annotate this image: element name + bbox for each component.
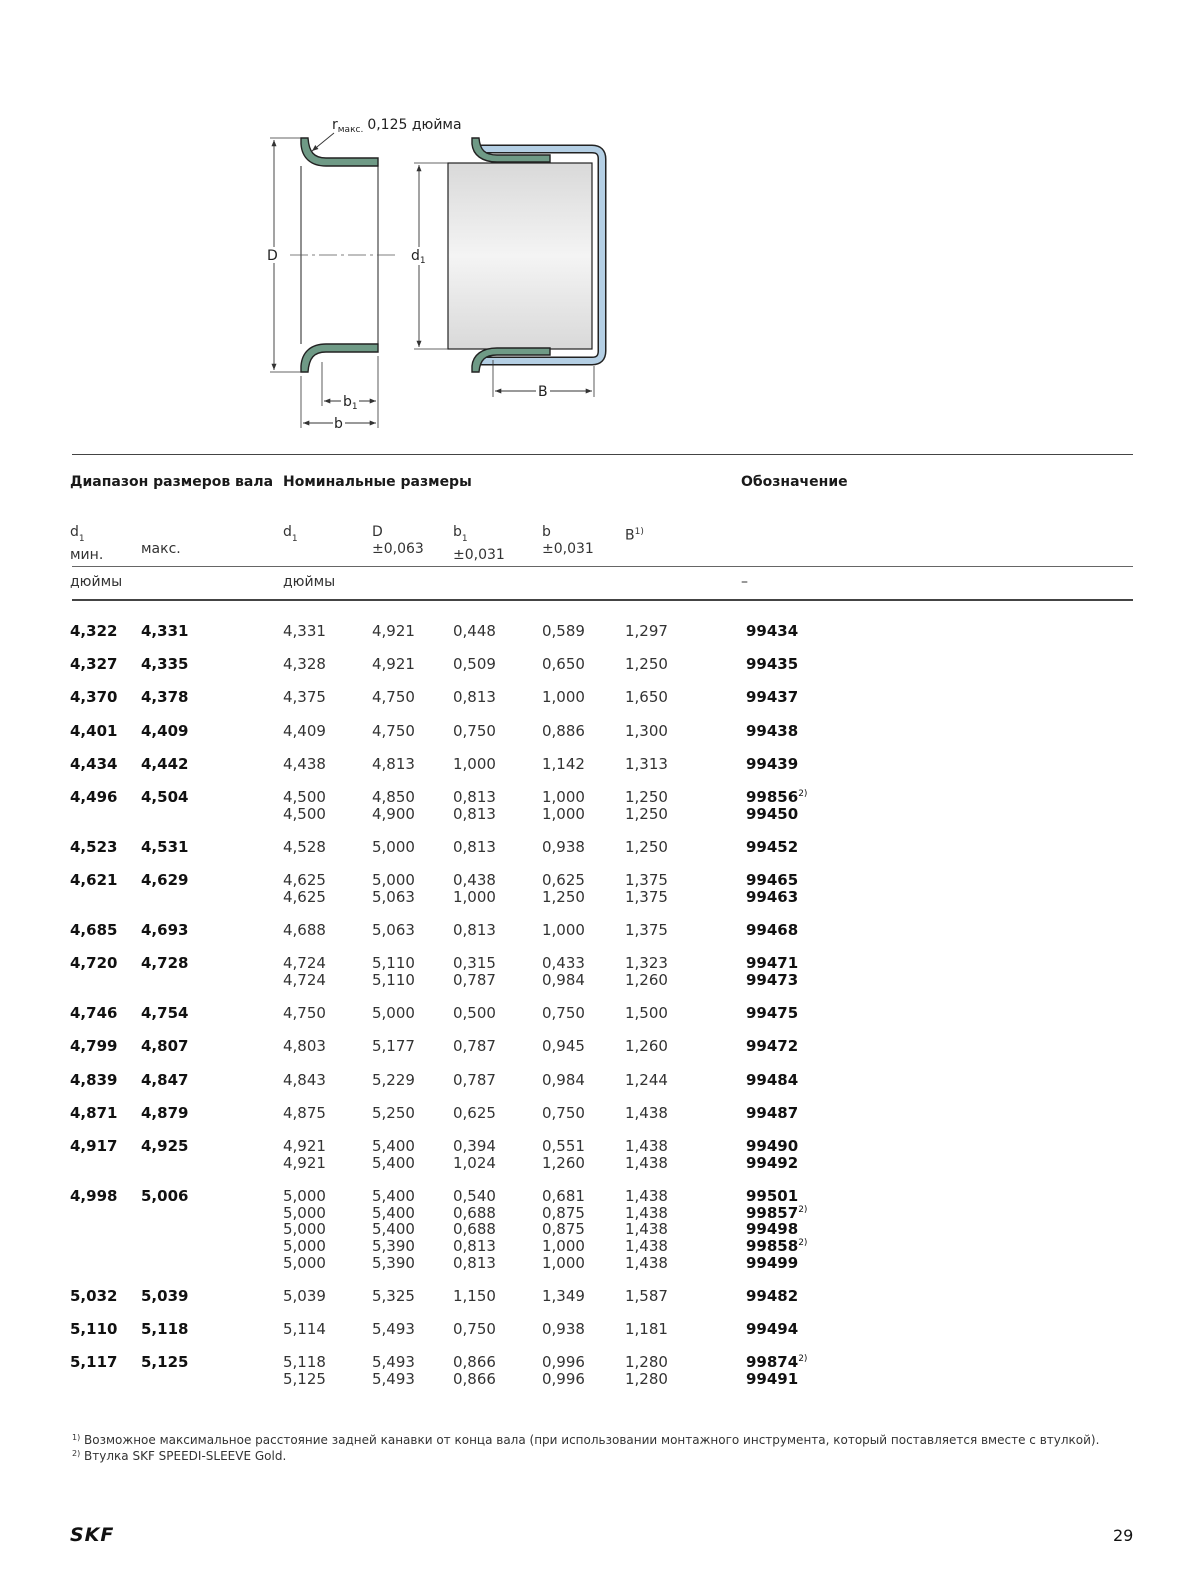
designation-cell [746, 872, 798, 889]
dimension-cell-B: 1,438 [625, 1253, 668, 1272]
dimension-cell-d1: 4,843 [283, 1070, 326, 1089]
dimension-cell-d1: 5,000 [283, 1253, 326, 1272]
sleeve-profile-left [290, 138, 395, 372]
footnote-ref: 2) [798, 1204, 808, 1215]
dimension-cell-d1: 4,409 [283, 721, 326, 740]
radius-leader [312, 133, 334, 151]
radius-label: $r_{макс.}$ 0,125 дюйма [332, 117, 462, 135]
dimension-cell-B: 1,375 [625, 871, 668, 890]
dimension-cell-b1: 0,813 [453, 804, 496, 823]
dimension-cell-b: 0,938 [542, 837, 585, 856]
dimension-cell-B: 1,438 [625, 1220, 668, 1239]
dimension-cell-b: 0,875 [542, 1220, 585, 1239]
dimension-cell-b: 1,349 [542, 1286, 585, 1305]
designation-code: 99491 [746, 1369, 799, 1388]
designation-cell [746, 1138, 798, 1155]
shaft-max-cell: 4,442 [141, 754, 189, 773]
dimension-cell-d1: 4,625 [283, 871, 326, 890]
dimension-cell-b1: 0,813 [453, 788, 496, 806]
dimension-cell-d1: 4,331 [283, 622, 326, 640]
dimension-cell-B: 1,250 [625, 837, 668, 856]
dimension-cell-D: 5,390 [372, 1253, 415, 1272]
dimension-cell-b1: 0,448 [453, 622, 496, 640]
shaft-min-cell: 4,871 [70, 1103, 118, 1122]
col-d1-min-header: $d_1$ мин. [70, 524, 104, 563]
designation-code: 99468 [746, 921, 799, 939]
dimension-cell-b1: 0,866 [453, 1353, 496, 1372]
shaft-max-cell: 4,693 [141, 921, 189, 939]
dimension-cell-b: 0,589 [542, 622, 585, 640]
dimension-cell-D: 5,493 [372, 1353, 415, 1372]
designation-code: 99452 [746, 837, 799, 856]
dimension-cell-B: 1,375 [625, 887, 668, 906]
shaft-max-cell: 4,728 [141, 954, 189, 973]
designation-cell [746, 1205, 807, 1222]
shaft-min-cell: 4,523 [70, 837, 118, 856]
designation-code: 99498 [746, 1220, 799, 1239]
designation-cell [746, 1371, 798, 1388]
designation-cell [746, 1155, 798, 1172]
shaft-min-cell: 4,327 [70, 655, 118, 674]
header-shaft-range: Диапазон размеров вала [70, 474, 274, 490]
designation-code: 99437 [746, 688, 799, 707]
designation-code: 99858 [746, 1236, 799, 1255]
dimension-cell-D: 5,000 [372, 1004, 415, 1023]
dimension-cell-b1: 0,688 [453, 1203, 496, 1222]
dimension-cell-B: 1,313 [625, 754, 668, 773]
dimension-cell-b: 0,984 [542, 1070, 585, 1089]
designation-cell [746, 623, 798, 640]
shaft-min-cell: 5,110 [70, 1320, 118, 1338]
dimension-cell-b1: 0,813 [453, 1253, 496, 1272]
designation-cell [746, 889, 798, 906]
dimension-cell-D: 4,900 [372, 804, 415, 823]
dimension-cell-D: 5,390 [372, 1236, 415, 1255]
dimension-cell-B: 1,438 [625, 1103, 668, 1122]
label-B: B [538, 384, 548, 400]
dimension-cell-B: 1,375 [625, 921, 668, 939]
dimension-cell-B: 1,297 [625, 622, 668, 640]
dimension-cell-B: 1,500 [625, 1004, 668, 1023]
dimension-cell-b1: 0,540 [453, 1186, 496, 1205]
dimension-cell-d1: 5,000 [283, 1186, 326, 1205]
shaft-min-cell: 4,621 [70, 871, 118, 890]
dimension-cell-B: 1,250 [625, 655, 668, 674]
dimension-cell-b1: 0,438 [453, 871, 496, 890]
dimension-cell-d1: 5,000 [283, 1236, 326, 1255]
dimension-cell-b: 1,000 [542, 1253, 585, 1272]
label-b1: $b_1$ [343, 394, 358, 412]
footnote-2: $^{2)}$ Втулка SKF SPEEDI-SLEEVE Gold. [72, 1449, 287, 1463]
dimension-cell-d1: 4,803 [283, 1037, 326, 1056]
dimension-cell-D: 5,229 [372, 1070, 415, 1089]
dimension-cell-D: 4,750 [372, 688, 415, 707]
dimension-cell-B: 1,438 [625, 1153, 668, 1172]
dimension-cell-b: 1,250 [542, 887, 585, 906]
designation-code: 99435 [746, 655, 799, 674]
dimension-cell-d1: 5,000 [283, 1203, 326, 1222]
dimension-cell-b1: 1,150 [453, 1286, 496, 1305]
sleeve-with-installation-tool [448, 138, 602, 372]
dimension-cell-d1: 4,625 [283, 887, 326, 906]
col-B-header: $B^{1)}$ [625, 527, 644, 544]
label-D: D [267, 248, 278, 264]
designation-code: 99473 [746, 970, 799, 989]
dimension-cell-d1: 4,875 [283, 1103, 326, 1122]
page-number: 29 [1113, 1526, 1134, 1545]
dimension-cell-b1: 0,866 [453, 1369, 496, 1388]
dimension-cell-b1: 0,750 [453, 1320, 496, 1338]
dimension-cell-B: 1,250 [625, 804, 668, 823]
designation-cell [746, 806, 798, 823]
dimension-cell-b1: 0,500 [453, 1004, 496, 1023]
shaft-max-cell: 4,925 [141, 1136, 189, 1155]
dimension-cell-b1: 1,000 [453, 754, 496, 773]
dimension-cell-b: 0,650 [542, 655, 585, 674]
designation-code: 99450 [746, 804, 799, 823]
designation-code: 99475 [746, 1004, 799, 1023]
designation-cell [746, 1038, 798, 1055]
dimension-cell-D: 5,000 [372, 871, 415, 890]
footnote-ref: 2) [798, 1237, 808, 1248]
shaft-min-cell: 4,370 [70, 688, 118, 707]
designation-cell [746, 689, 798, 706]
shaft-min-cell: 4,322 [70, 622, 118, 640]
shaft-max-cell: 5,039 [141, 1286, 189, 1305]
dimension-cell-b: 1,000 [542, 688, 585, 707]
dimension-cell-b: 1,000 [542, 804, 585, 823]
dimension-cell-D: 4,850 [372, 788, 415, 806]
dimension-cell-b1: 0,688 [453, 1220, 496, 1239]
header-nominal-dimensions: Номинальные размеры [283, 474, 472, 490]
shaft-max-cell: 4,847 [141, 1070, 189, 1089]
dimension-cell-b: 0,750 [542, 1004, 585, 1023]
dimension-cell-D: 5,110 [372, 970, 415, 989]
designation-cell [746, 789, 807, 806]
dimension-cell-d1: 5,118 [283, 1353, 326, 1372]
header-designation: Обозначение [741, 474, 848, 490]
dimension-cell-B: 1,280 [625, 1369, 668, 1388]
designation-code: 99494 [746, 1320, 799, 1338]
dimension-cell-b: 1,260 [542, 1153, 585, 1172]
dimension-cell-d1: 4,500 [283, 804, 326, 823]
dimension-cell-D: 5,400 [372, 1186, 415, 1205]
shaft-max-cell: 4,409 [141, 721, 189, 740]
shaft-max-cell: 4,331 [141, 622, 189, 640]
designation-cell [746, 1354, 807, 1371]
dimension-cell-D: 5,063 [372, 887, 415, 906]
dimension-cell-b: 0,984 [542, 970, 585, 989]
dimension-cell-b: 1,000 [542, 921, 585, 939]
shaft-max-cell: 5,125 [141, 1353, 189, 1372]
dimension-cell-B: 1,438 [625, 1186, 668, 1205]
designation-cell [746, 1288, 798, 1305]
dimension-cell-d1: 4,328 [283, 655, 326, 674]
dimension-cell-D: 5,400 [372, 1203, 415, 1222]
designation-cell [746, 656, 798, 673]
designation-code: 99482 [746, 1286, 799, 1305]
designation-code: 99499 [746, 1253, 799, 1272]
dimension-cell-B: 1,300 [625, 721, 668, 740]
units-shaft: дюймы [70, 574, 123, 590]
dimension-cell-b: 0,996 [542, 1353, 585, 1372]
designation-cell [746, 1255, 798, 1272]
shaft-min-cell: 4,401 [70, 721, 118, 740]
dimension-cell-d1: 4,724 [283, 954, 326, 973]
dimension-cell-b1: 1,024 [453, 1153, 496, 1172]
shaft-min-cell: 5,117 [70, 1353, 118, 1372]
dimension-cell-D: 5,250 [372, 1103, 415, 1122]
shaft-min-cell: 4,998 [70, 1186, 118, 1205]
dimension-cell-b1: 1,000 [453, 887, 496, 906]
dimension-cell-d1: 5,000 [283, 1220, 326, 1239]
dimension-cell-b: 0,938 [542, 1320, 585, 1338]
dimension-cell-b1: 0,394 [453, 1136, 496, 1155]
shaft-min-cell: 4,839 [70, 1070, 118, 1089]
designation-cell [746, 1321, 798, 1338]
designation-cell [746, 955, 798, 972]
designation-code: 99438 [746, 721, 799, 740]
dimension-cell-b: 0,945 [542, 1037, 585, 1056]
dimension-cell-b1: 0,813 [453, 837, 496, 856]
footnote-ref: 2) [798, 1354, 808, 1365]
designation-cell [746, 1005, 798, 1022]
dimension-cell-D: 5,493 [372, 1320, 415, 1338]
designation-code: 99463 [746, 887, 799, 906]
dimension-cell-D: 5,400 [372, 1153, 415, 1172]
designation-code: 99492 [746, 1153, 799, 1172]
dimension-cell-d1: 5,125 [283, 1369, 326, 1388]
dimension-cell-b: 0,551 [542, 1136, 585, 1155]
dimension-cell-b: 0,625 [542, 871, 585, 890]
dimension-cell-b1: 0,625 [453, 1103, 496, 1122]
designation-code: 99501 [746, 1186, 799, 1205]
units-designation: – [741, 574, 748, 590]
dimension-cell-b: 1,000 [542, 788, 585, 806]
dimension-cell-b1: 0,787 [453, 1037, 496, 1056]
dimension-cell-D: 4,750 [372, 721, 415, 740]
col-d1-max-header: макс. [141, 541, 181, 557]
shaft-max-cell: 4,629 [141, 871, 189, 890]
units-nominal: дюймы [283, 574, 336, 590]
designation-cell [746, 922, 798, 939]
designation-code: 99465 [746, 871, 799, 890]
designation-code: 99857 [746, 1203, 799, 1222]
col-D-header: D ±0,063 [372, 524, 424, 557]
dimension-cell-d1: 4,921 [283, 1153, 326, 1172]
designation-cell [746, 1221, 798, 1238]
designation-code: 99487 [746, 1103, 799, 1122]
designation-cell [746, 1072, 798, 1089]
dimension-cell-b1: 0,813 [453, 688, 496, 707]
dimension-cell-B: 1,438 [625, 1136, 668, 1155]
dimension-cell-B: 1,250 [625, 788, 668, 806]
shaft-max-cell: 4,504 [141, 788, 189, 806]
shaft-min-cell: 4,720 [70, 954, 118, 973]
dimension-cell-D: 5,110 [372, 954, 415, 973]
dimension-cell-b: 1,142 [542, 754, 585, 773]
dimension-cell-d1: 4,688 [283, 921, 326, 939]
dimension-cell-D: 5,063 [372, 921, 415, 939]
dimension-cell-b: 0,681 [542, 1186, 585, 1205]
dimension-cell-D: 5,000 [372, 837, 415, 856]
dimension-cell-D: 4,921 [372, 655, 415, 674]
shaft-max-cell: 4,378 [141, 688, 189, 707]
dimension-cell-d1: 4,724 [283, 970, 326, 989]
shaft-max-cell: 5,006 [141, 1186, 189, 1205]
table-header-bottom-rule [72, 599, 1133, 601]
dimension-cell-d1: 5,114 [283, 1320, 326, 1338]
dimension-cell-B: 1,280 [625, 1353, 668, 1372]
designation-code: 99439 [746, 754, 799, 773]
designation-code: 99471 [746, 954, 799, 973]
dimension-cell-D: 4,813 [372, 754, 415, 773]
shaft-max-cell: 4,754 [141, 1004, 189, 1023]
shaft-min-cell: 4,799 [70, 1037, 118, 1056]
designation-cell [746, 1105, 798, 1122]
dimension-cell-d1: 4,438 [283, 754, 326, 773]
footnote-ref: 2) [798, 789, 808, 799]
dimension-cell-B: 1,438 [625, 1236, 668, 1255]
dimension-cell-b: 0,875 [542, 1203, 585, 1222]
dimension-cell-B: 1,438 [625, 1203, 668, 1222]
dimension-cell-B: 1,244 [625, 1070, 668, 1089]
designation-code: 99472 [746, 1037, 799, 1056]
dimension-cell-b1: 0,787 [453, 970, 496, 989]
dimension-cell-b: 0,750 [542, 1103, 585, 1122]
dimension-cell-b1: 0,787 [453, 1070, 496, 1089]
dimension-cell-B: 1,587 [625, 1286, 668, 1305]
designation-code: 99856 [746, 788, 799, 806]
dimension-cell-D: 5,325 [372, 1286, 415, 1305]
dimension-cell-b: 0,886 [542, 721, 585, 740]
dimension-cell-d1: 5,039 [283, 1286, 326, 1305]
shaft-min-cell: 5,032 [70, 1286, 118, 1305]
units-top-rule [72, 566, 1133, 567]
shaft-min-cell: 4,685 [70, 921, 118, 939]
shaft-max-cell: 4,531 [141, 837, 189, 856]
dimension-cell-b: 1,000 [542, 1236, 585, 1255]
dimension-cell-B: 1,323 [625, 954, 668, 973]
designation-cell [746, 723, 798, 740]
designation-cell [746, 1188, 798, 1205]
dimension-cell-B: 1,260 [625, 1037, 668, 1056]
designation-code: 99490 [746, 1136, 799, 1155]
dimension-cell-D: 5,177 [372, 1037, 415, 1056]
shaft-max-cell: 4,807 [141, 1037, 189, 1056]
designation-cell [746, 839, 798, 856]
dimension-cell-d1: 4,500 [283, 788, 326, 806]
designation-code: 99434 [746, 622, 799, 640]
shaft-max-cell: 4,335 [141, 655, 189, 674]
col-b1-header: $b_1$ ±0,031 [453, 524, 505, 563]
dimension-cell-d1: 4,921 [283, 1136, 326, 1155]
designation-code: 99484 [746, 1070, 799, 1089]
footnote-1: $^{1)}$ Возможное максимальное расстояние задней канавки от конца вала (при использовании монтажного инструмента, который поставляется вместе с втулкой). [72, 1433, 1100, 1447]
dimension-cell-b1: 0,813 [453, 1236, 496, 1255]
dimension-cell-d1: 4,750 [283, 1004, 326, 1023]
shaft-min-cell: 4,434 [70, 754, 118, 773]
col-b-header: b ±0,031 [542, 524, 594, 557]
col-d1-header: $d_1$ [283, 524, 298, 544]
designation-cell [746, 756, 798, 773]
dimension-cell-b1: 0,750 [453, 721, 496, 740]
label-b: b [334, 416, 343, 432]
designation-cell [746, 972, 798, 989]
dimension-cell-B: 1,181 [625, 1320, 668, 1338]
label-d1: $d_1$ [411, 248, 426, 266]
dimension-cell-B: 1,260 [625, 970, 668, 989]
shaft-min-cell: 4,746 [70, 1004, 118, 1023]
dimension-cell-B: 1,650 [625, 688, 668, 707]
sleeve-cross-section-drawing [0, 0, 1190, 440]
designation-cell [746, 1238, 807, 1255]
dimension-cell-b1: 0,509 [453, 655, 496, 674]
shaft-max-cell: 4,879 [141, 1103, 189, 1122]
dimension-cell-D: 4,921 [372, 622, 415, 640]
dimension-cell-d1: 4,375 [283, 688, 326, 707]
shaft-max-cell: 5,118 [141, 1320, 189, 1338]
shaft-min-cell: 4,496 [70, 788, 118, 806]
dimension-cell-b: 0,433 [542, 954, 585, 973]
dimension-cell-D: 5,400 [372, 1136, 415, 1155]
dimension-cell-D: 5,400 [372, 1220, 415, 1239]
dimension-cell-b: 0,996 [542, 1369, 585, 1388]
shaft-min-cell: 4,917 [70, 1136, 118, 1155]
dimension-cell-b1: 0,315 [453, 954, 496, 973]
skf-logo: SKF [70, 1524, 115, 1546]
designation-code: 99874 [746, 1353, 799, 1372]
dimension-cell-d1: 4,528 [283, 837, 326, 856]
dimension-cell-D: 5,493 [372, 1369, 415, 1388]
table-top-rule [72, 454, 1133, 455]
dimension-cell-b1: 0,813 [453, 921, 496, 939]
